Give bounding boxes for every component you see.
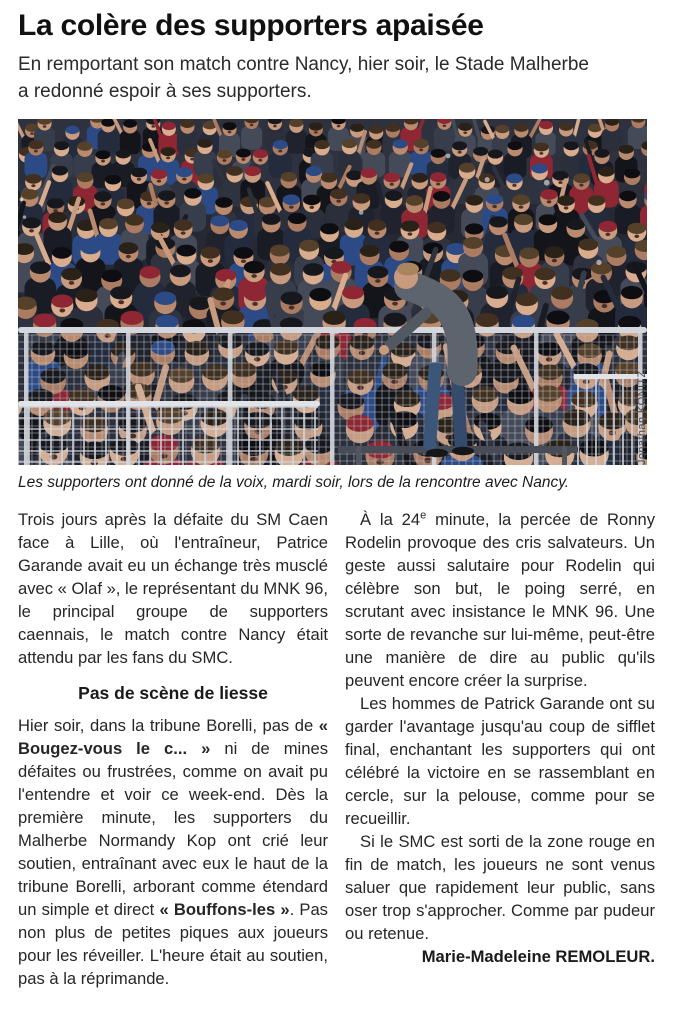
- crowd-photo-illustration: [18, 119, 647, 465]
- author-byline: Marie-Madeleine REMOLEUR.: [421, 947, 655, 966]
- article-columns: [18, 508, 655, 990]
- chant-quote-1: « Bougez-vous le c... »: [18, 716, 328, 758]
- paragraph-rodelin-text-1: À la 24: [360, 510, 421, 529]
- paragraph-tribune-text-3: . Pas non plus de petites piques aux joueurs pour les réveiller. L'heure était au soutien, pas à la réprimande.: [18, 900, 328, 988]
- article-title: La colère des supporters apaisée: [18, 9, 484, 42]
- photo-credit: Jonathan KONITZ.: [636, 366, 648, 465]
- photo-credit-column: [636, 119, 660, 465]
- paragraph-rodelin-text-2: minute, la percée de Ronny Rodelin provoque des cris salvateurs. Un geste aussi salutaire pour Rodelin qui célèbre son but, le poing serré, en scrutant avec insistance le MNK 96. Une sorte de revanche sur lui-même, peut-être une manière de dire au public qu'ils peuvent encore créer la surprise.: [345, 510, 655, 690]
- paragraph-tribune-text-2: ni de mines défaites ou frustrées, comme on avait pu l'entendre et voir ce week-end. Dès la première minute, les supporters du Malherbe Normandy Kop ont crié leur soutien, entraînant avec eux le haut de la tribune Borelli, arborant comme étendard un simple et direct: [18, 739, 328, 919]
- column-right: [345, 508, 655, 990]
- chant-quote-2: « Bouffons-les »: [159, 900, 290, 919]
- paragraph-rodelin: [345, 508, 655, 692]
- minute-superscript: e: [420, 509, 427, 522]
- paragraph-tribune: [18, 714, 328, 990]
- article-photo: [18, 119, 647, 465]
- paragraph-tribune-text-1: Hier soir, dans la tribune Borelli, pas de: [18, 716, 319, 735]
- photo-caption: Les supporters ont donné de la voix, mardi soir, lors de la rencontre avec Nancy.: [18, 474, 570, 491]
- paragraph-smc: Si le SMC est sorti de la zone rouge en fin de match, les joueurs ne sont venus saluer que rapidement leur public, sans oser trop s'approcher. Comme par pudeur ou retenue.: [345, 832, 655, 943]
- paragraph-garande: Les hommes de Patrick Garande ont su garder l'avantage jusqu'au coup de sifflet final, enchantant les supporters qui ont célébré la victoire en se rassemblant en cercle, sur la pelouse, comme pour se recueillir.: [345, 694, 655, 828]
- article-standfirst: En remportant son match contre Nancy, hier soir, le Stade Malherbe a redonné espoir à ses supporters.: [18, 54, 589, 102]
- column-left: [18, 508, 328, 990]
- crosshead-liesse: Pas de scène de liesse: [78, 683, 268, 703]
- paragraph-intro: Trois jours après la défaite du SM Caen face à Lille, où l'entraîneur, Patrice Garande avait eu un échange très musclé avec « Olaf », le représentant du MNK 96, le principal groupe de supporters caennais, le match contre Nancy était attendu par les fans du SMC.: [18, 510, 328, 667]
